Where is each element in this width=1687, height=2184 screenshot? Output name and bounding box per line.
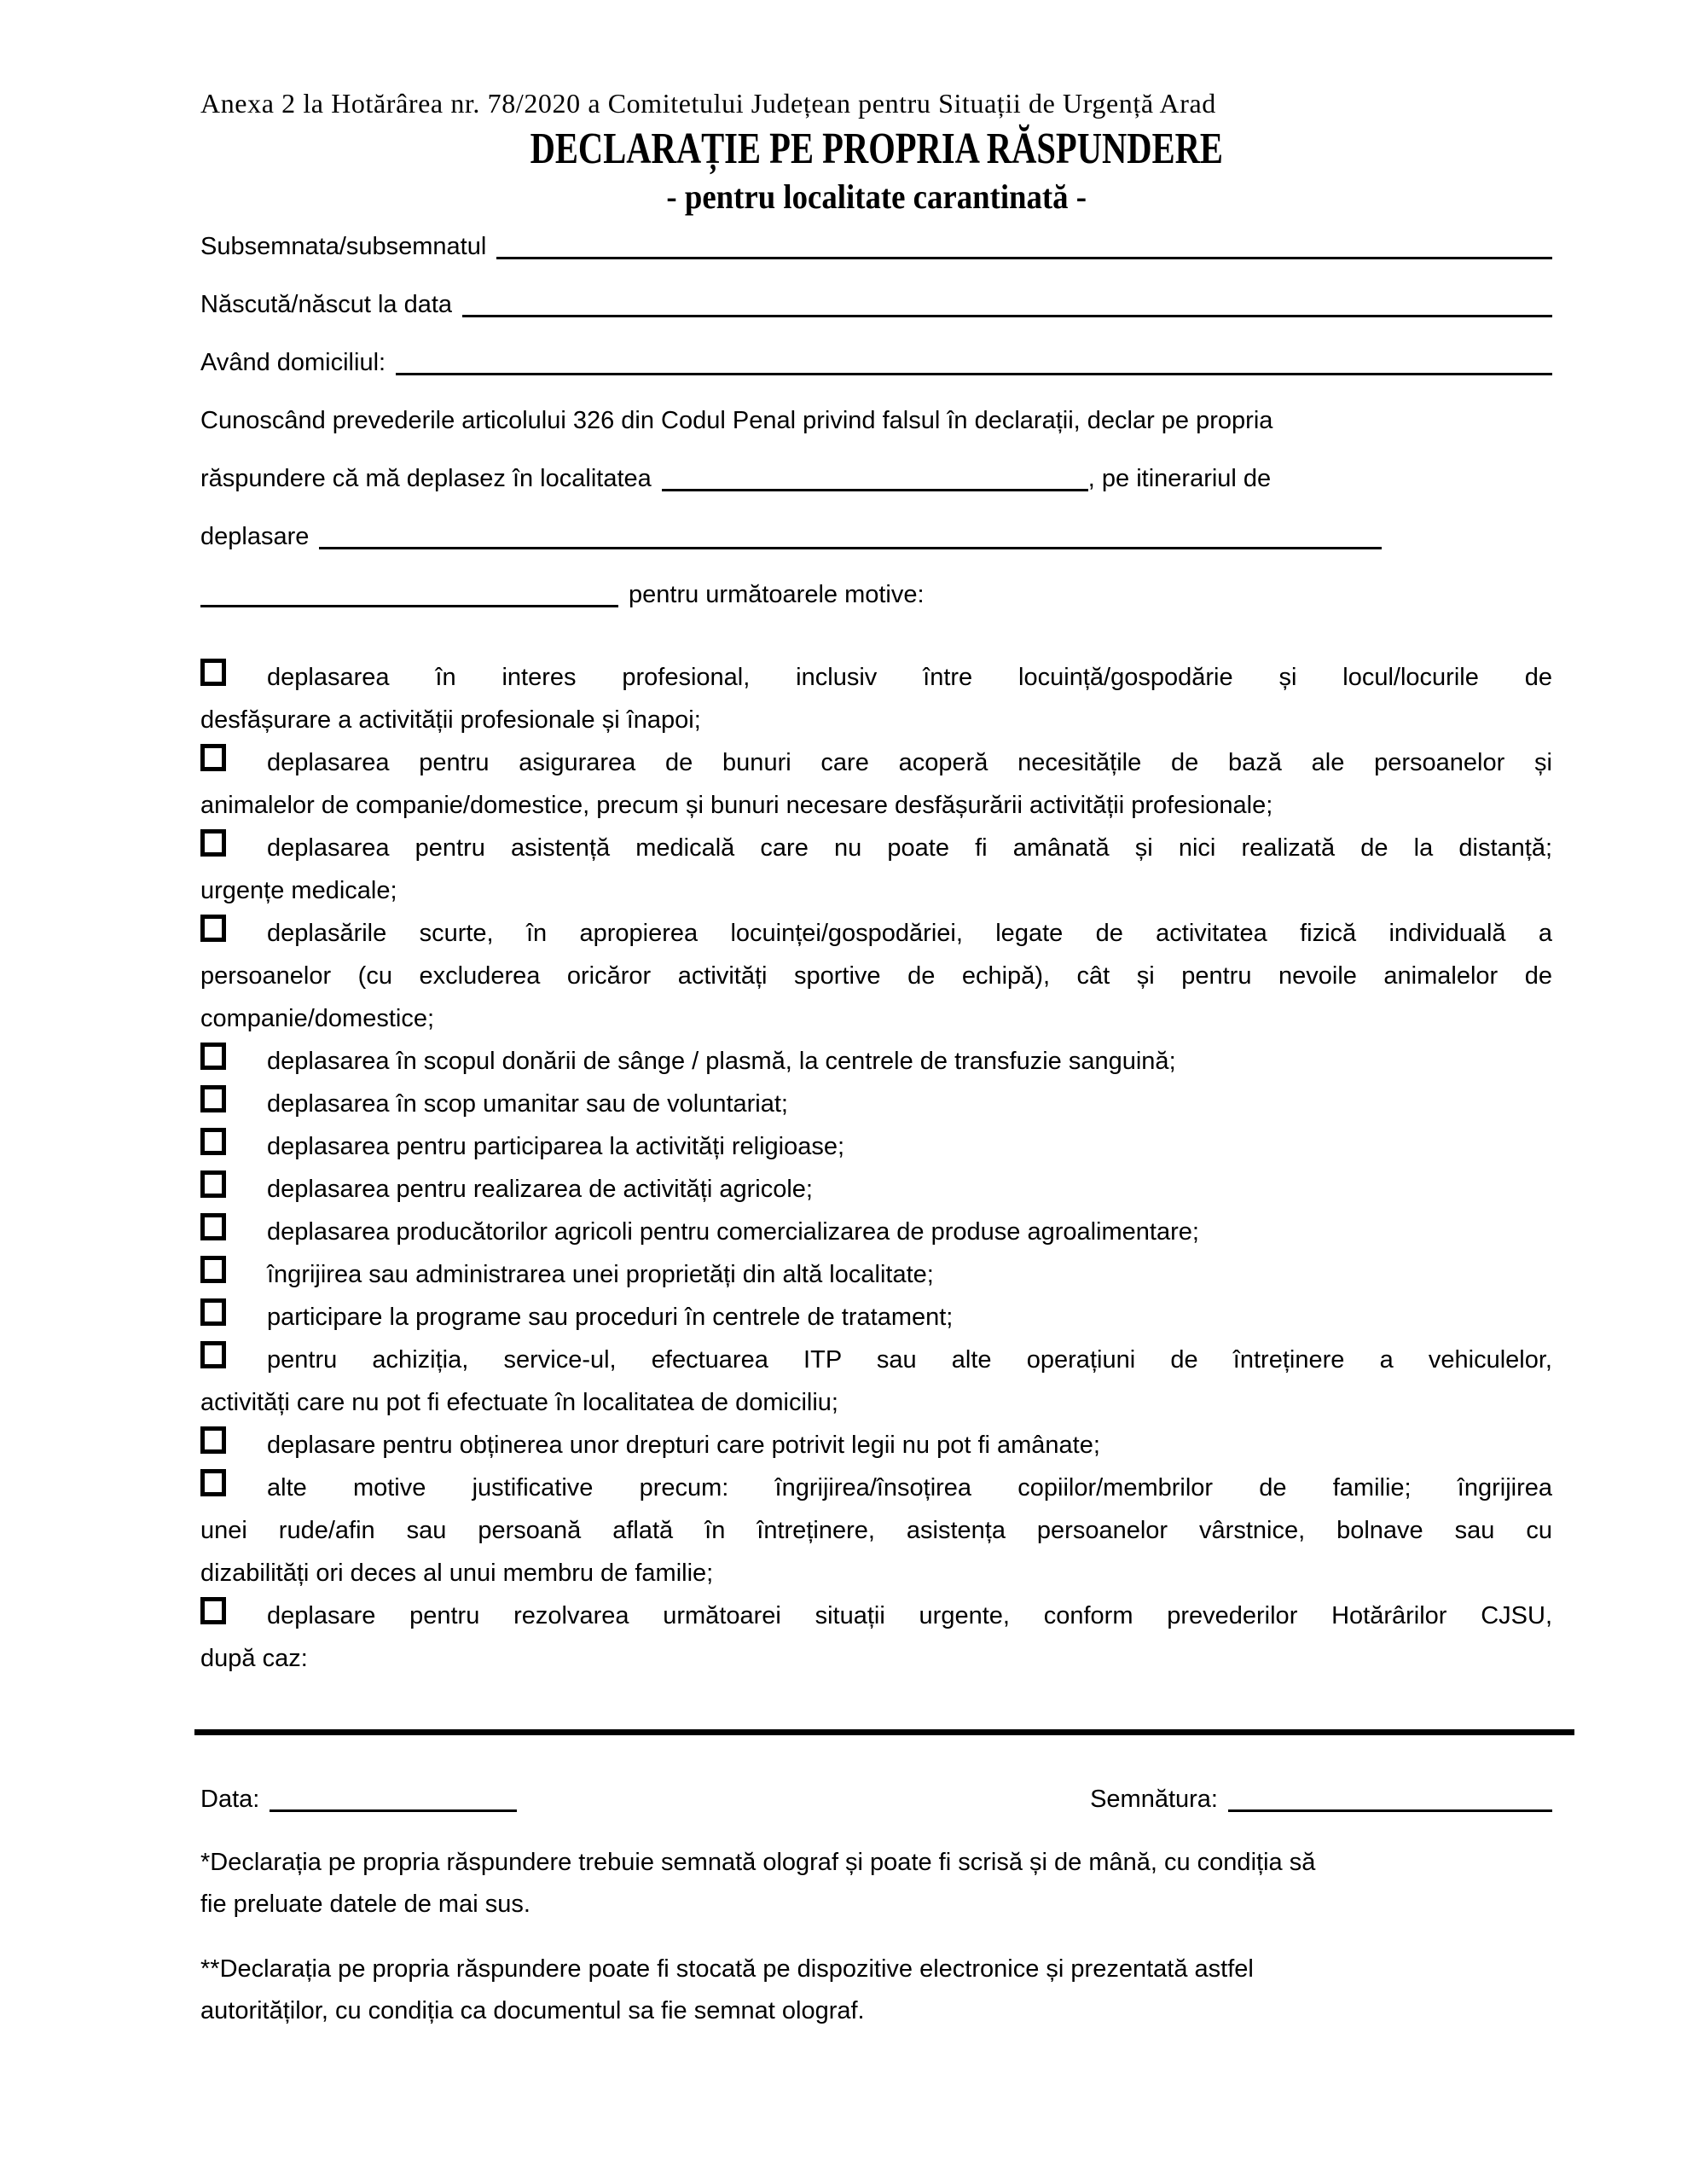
motive-checkbox-8[interactable]	[200, 1170, 226, 1198]
motive-text: desfășurare a activității profesionale și înapoi;	[200, 706, 701, 734]
motive-item-3	[200, 827, 1552, 869]
motive-text: deplasarea în scopul donării de sânge / plasmă, la centrele de transfuzie sanguină;	[267, 1048, 1176, 1075]
route-label: deplasare	[200, 523, 310, 550]
motive-checkbox-5[interactable]	[200, 1043, 226, 1070]
document-title	[200, 127, 1552, 171]
footnote-electronic	[200, 1949, 1552, 2032]
footnote-line: *Declarația pe propria răspundere trebuie semnată olograf și poate fi scrisă și de mână, cu condiția să	[200, 1849, 1316, 1876]
locality-line	[200, 464, 1552, 493]
motive-text: animalelor de companie/domestice, precum și bunuri necesare desfășurării activității profesionale;	[200, 792, 1273, 819]
motive-checkbox-6[interactable]	[200, 1085, 226, 1112]
motive-checkbox-11[interactable]	[200, 1298, 226, 1326]
name-blank-field[interactable]	[496, 257, 1552, 259]
motive-item-7	[200, 1125, 1552, 1168]
motive-item-1-cont	[200, 699, 1552, 741]
motive-checkbox-14[interactable]	[200, 1469, 226, 1496]
footnote-olograf	[200, 1842, 1552, 1926]
motive-text: deplasarea în scop umanitar sau de voluntariat;	[267, 1090, 788, 1118]
annex-reference-line: Anexa 2 la Hotărârea nr. 78/2020 a Comitetului Județean pentru Situații de Urgență Arad	[200, 88, 1216, 119]
birthdate-line	[200, 290, 1552, 319]
motive-item-11	[200, 1296, 1552, 1339]
motive-text: deplasarea în interes profesional, inclusiv între locuință/gospodărie și locul/locurile de	[267, 664, 1552, 691]
motive-checkbox-2[interactable]	[200, 744, 226, 771]
name-line	[200, 232, 1552, 261]
motive-text: pentru achiziția, service-ul, efectuarea ITP sau alte operațiuni de întreținere a vehiculelor,	[267, 1346, 1552, 1374]
birthdate-label: Născută/născut la data	[200, 291, 453, 318]
signature-blank-field[interactable]	[1228, 1809, 1552, 1812]
motive-text: unei rude/afin sau persoană aflată în întreținere, asistența persoanelor vârstnice, bolnave sau cu	[200, 1517, 1552, 1544]
motives-list	[200, 656, 1552, 1680]
motive-item-15-cont	[200, 1637, 1552, 1680]
motive-item-14-cont2	[200, 1552, 1552, 1594]
motive-item-4-cont	[200, 955, 1552, 997]
penal-code-line	[200, 406, 1552, 435]
motive-checkbox-13[interactable]	[200, 1426, 226, 1454]
motive-text: deplasare pentru rezolvarea următoarei situații urgente, conform prevederilor Hotărârilor CJSU,	[267, 1602, 1552, 1629]
motive-text: participare la programe sau proceduri în centrele de tratament;	[267, 1304, 954, 1331]
motive-item-14-cont	[200, 1509, 1552, 1552]
motive-item-14	[200, 1467, 1552, 1509]
motive-item-13	[200, 1424, 1552, 1467]
motive-checkbox-1[interactable]	[200, 659, 226, 686]
motive-checkbox-10[interactable]	[200, 1256, 226, 1283]
motives-intro-label: pentru următoarele motive:	[629, 581, 925, 608]
motive-text: persoanelor (cu excluderea oricăror activități sportive de echipă), cât și pentru nevoile animalelor de	[200, 962, 1552, 990]
locality-label: răspundere că mă deplasez în localitatea	[200, 465, 652, 492]
penal-code-text: Cunoscând prevederile articolului 326 din Codul Penal privind falsul în declarații, declar pe propria	[200, 407, 1273, 434]
motive-text: deplasarea pentru realizarea de activități agricole;	[267, 1176, 813, 1203]
section-divider	[194, 1729, 1574, 1735]
motive-checkbox-4[interactable]	[200, 915, 226, 942]
footnote-line: fie preluate datele de mai sus.	[200, 1891, 530, 1918]
document-subtitle-text: - pentru localitate carantinată -	[666, 177, 1087, 216]
motive-text: deplasarea pentru participarea la activități religioase;	[267, 1133, 845, 1160]
motive-item-15	[200, 1594, 1552, 1637]
motive-item-8	[200, 1168, 1552, 1211]
motive-item-2-cont	[200, 784, 1552, 827]
motive-item-12-cont	[200, 1381, 1552, 1424]
domicile-label: Având domiciliul:	[200, 349, 386, 376]
motives-intro-line	[200, 580, 1552, 609]
motive-text: alte motive justificative precum: îngrijirea/însoțirea copiilor/membrilor de familie; îngrijirea	[267, 1474, 1552, 1502]
motive-item-10	[200, 1253, 1552, 1296]
birthdate-blank-field[interactable]	[462, 315, 1552, 317]
motive-text: deplasările scurte, în apropierea locuinței/gospodăriei, legate de activitatea fizică individuală a	[267, 920, 1552, 947]
motive-text: deplasarea pentru asigurarea de bunuri care acoperă necesitățile de bază ale persoanelor și	[267, 749, 1552, 776]
motive-text: companie/domestice;	[200, 1005, 435, 1032]
motive-text: deplasare pentru obținerea unor drepturi care potrivit legii nu pot fi amânate;	[267, 1432, 1100, 1459]
date-label: Data:	[200, 1786, 260, 1813]
date-blank-field[interactable]	[270, 1809, 517, 1812]
motive-text: dizabilități ori deces al unui membru de familie;	[200, 1560, 714, 1587]
footnote-line: autorităților, cu condiția ca documentul sa fie semnat olograf.	[200, 1997, 865, 2024]
motive-checkbox-3[interactable]	[200, 829, 226, 857]
motive-item-12	[200, 1339, 1552, 1381]
motive-item-1	[200, 656, 1552, 699]
footnote-line: **Declarația pe propria răspundere poate fi stocată pe dispozitive electronice și prezentată astfel	[200, 1955, 1254, 1983]
itinerary-label: , pe itinerariul de	[1087, 465, 1272, 492]
motive-text: îngrijirea sau administrarea unei proprietăți din altă localitate;	[267, 1261, 934, 1288]
domicile-line	[200, 348, 1552, 377]
motive-text: activități care nu pot fi efectuate în localitatea de domiciliu;	[200, 1389, 838, 1416]
motive-text: deplasarea producătorilor agricoli pentru comercializarea de produse agroalimentare;	[267, 1218, 1199, 1246]
motive-item-6	[200, 1083, 1552, 1125]
motive-item-2	[200, 741, 1552, 784]
domicile-blank-field[interactable]	[396, 373, 1552, 375]
motive-text: după caz:	[200, 1645, 308, 1672]
motive-item-3-cont	[200, 869, 1552, 912]
motive-checkbox-9[interactable]	[200, 1213, 226, 1240]
motive-checkbox-12[interactable]	[200, 1341, 226, 1368]
motive-item-4	[200, 912, 1552, 955]
signature-row	[200, 1785, 1552, 1814]
motive-item-5	[200, 1040, 1552, 1083]
route-blank-field[interactable]	[319, 547, 1382, 549]
motive-text: deplasarea pentru asistență medicală care nu poate fi amânată și nici realizată de la distanță;	[267, 834, 1552, 862]
document-subtitle	[200, 178, 1552, 216]
motive-checkbox-15[interactable]	[200, 1597, 226, 1624]
motive-text: urgențe medicale;	[200, 877, 397, 904]
route-line	[200, 522, 1552, 551]
motive-checkbox-7[interactable]	[200, 1128, 226, 1155]
signature-label: Semnătura:	[1090, 1786, 1218, 1813]
motive-item-9	[200, 1211, 1552, 1253]
route-blank-field-2[interactable]	[200, 605, 618, 607]
locality-blank-field[interactable]	[662, 489, 1088, 491]
motive-item-4-cont2	[200, 997, 1552, 1040]
document-title-text: DECLARAȚIE PE PROPRIA RĂSPUNDERE	[530, 125, 1223, 173]
name-label: Subsemnata/subsemnatul	[200, 233, 487, 260]
